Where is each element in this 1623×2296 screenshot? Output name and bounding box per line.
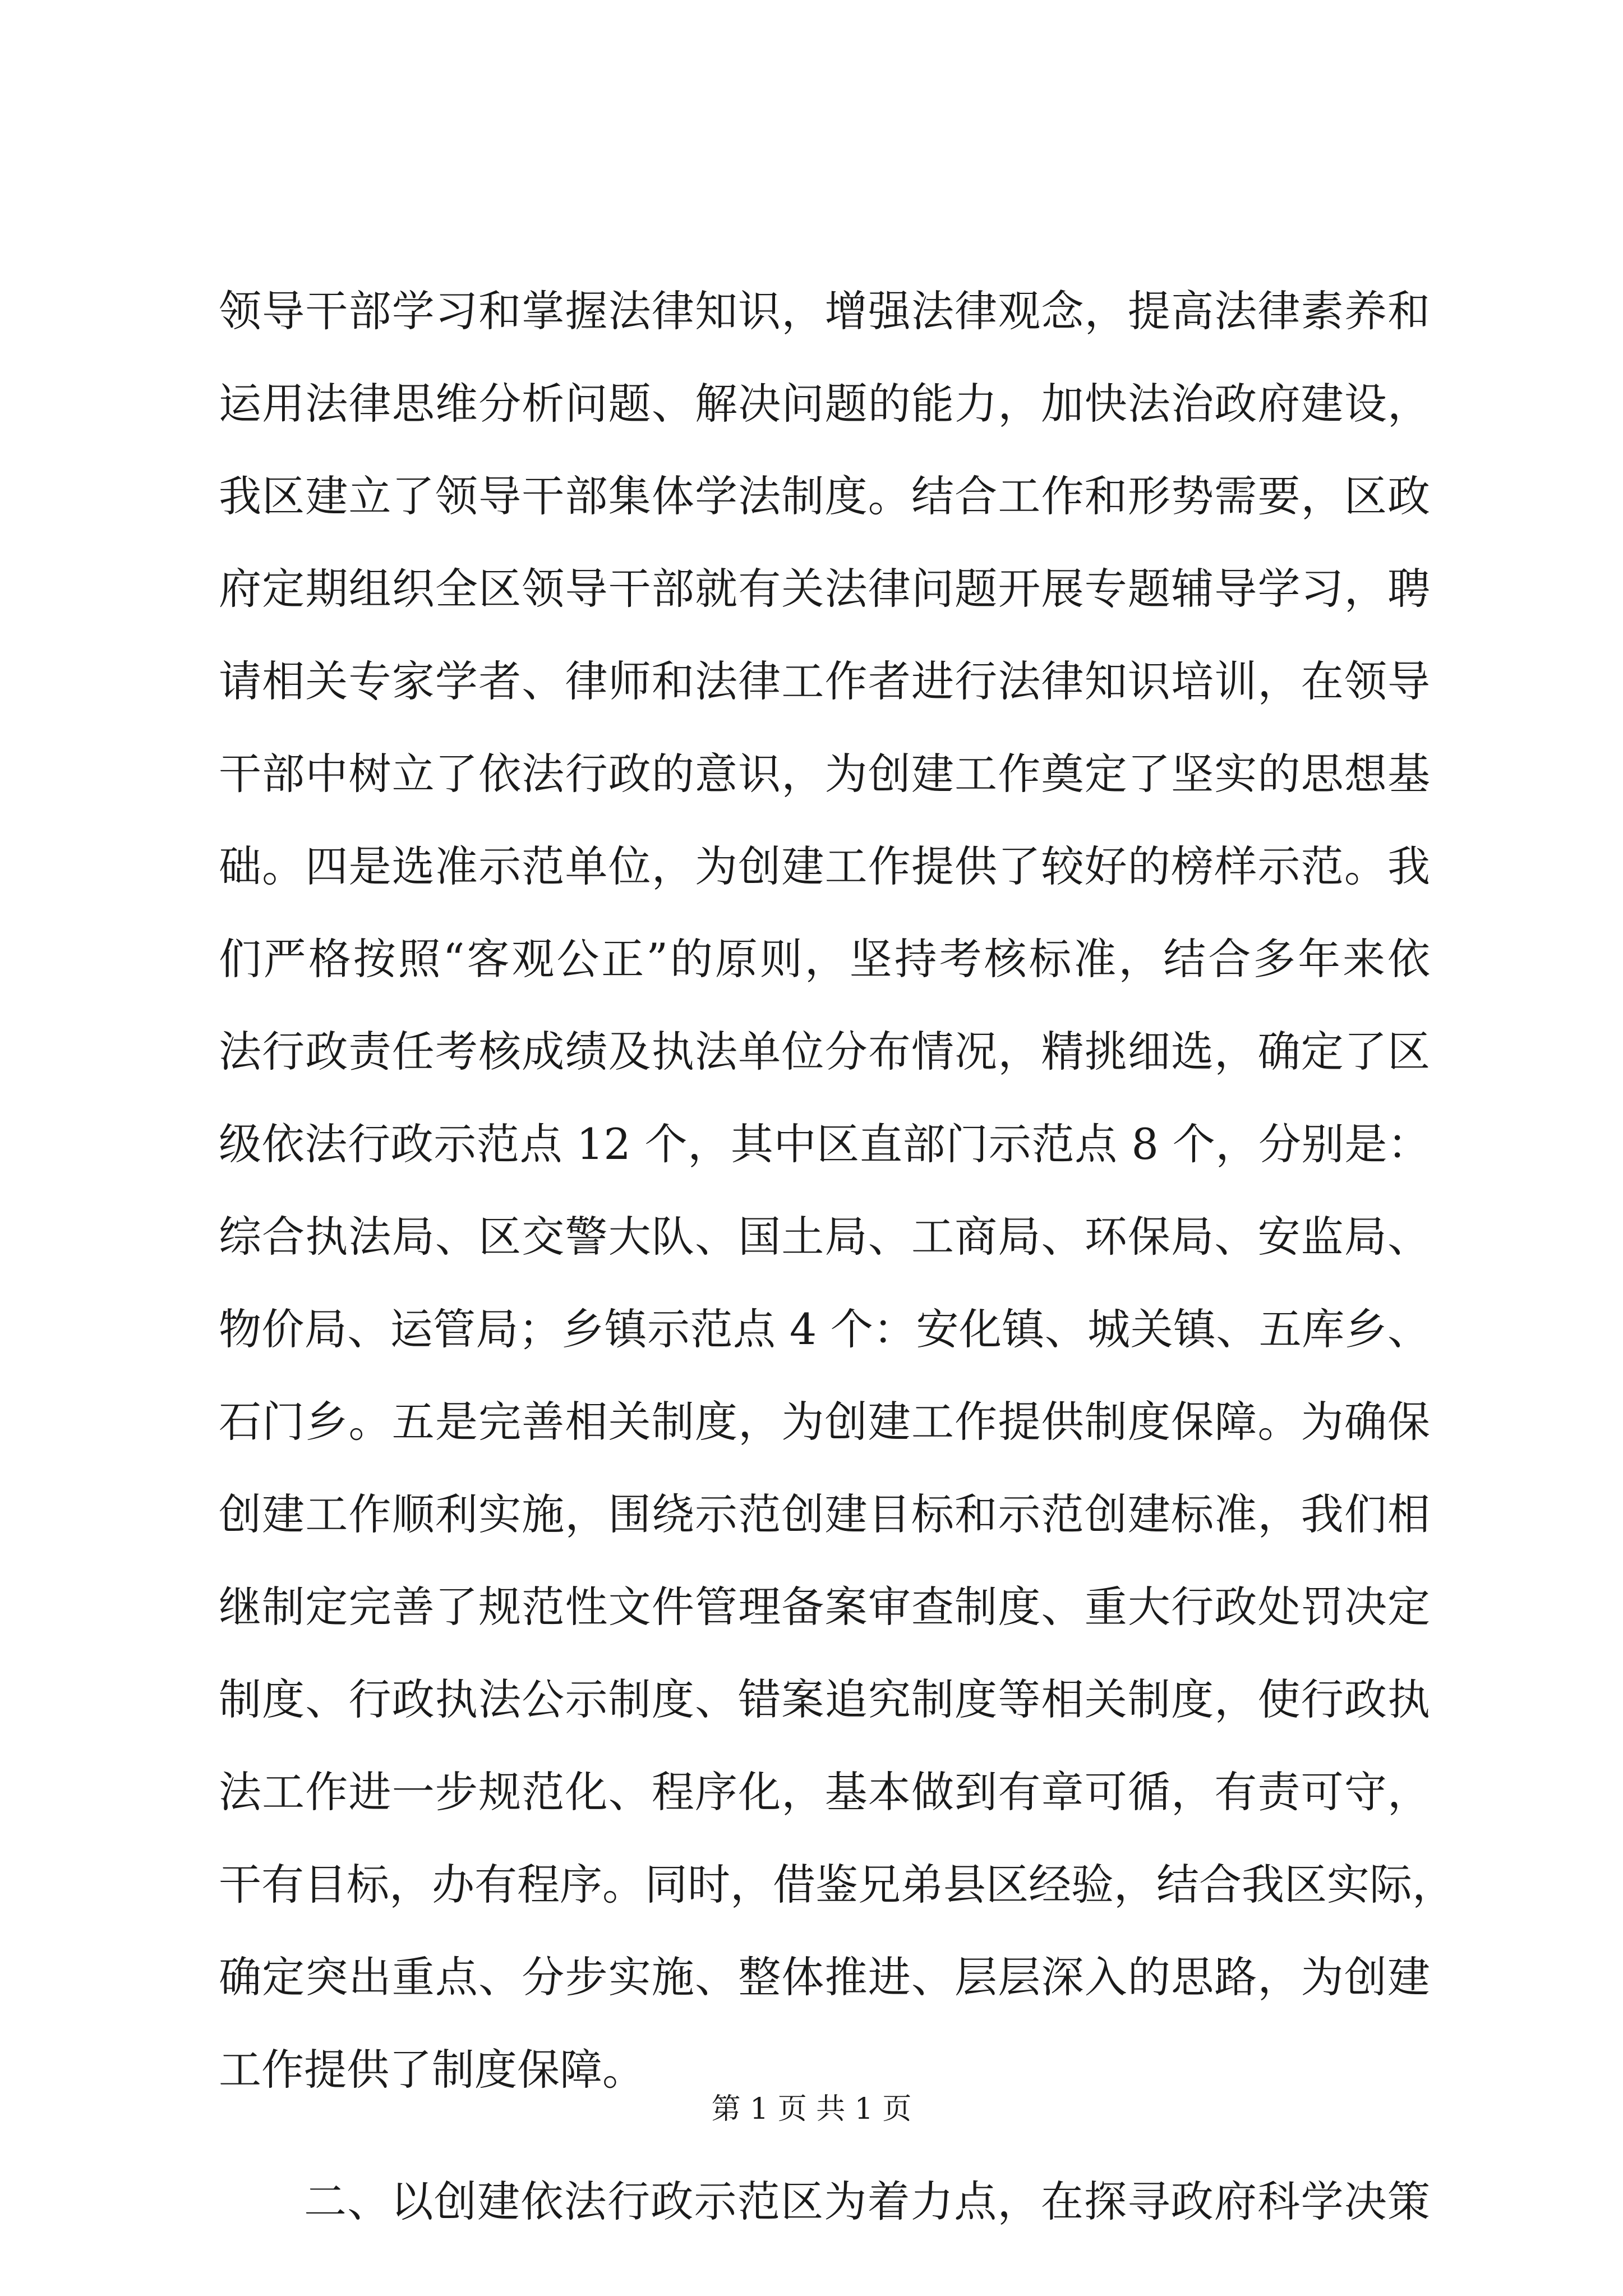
text-line: 础。四是选准示范单位，为创建工作提供了较好的榜样示范。我 [219,841,1430,891]
page-footer [0,2087,1623,2132]
text-line: 继制定完善了规范性文件管理备案审查制度、重大行政处罚决定 [219,1582,1430,1632]
text-line: 综合执法局、区交警大队、国土局、工商局、环保局、安监局、 [219,1212,1430,1262]
section-heading-line: 二、以创建依法行政示范区为着力点，在探寻政府科学决策 [304,2177,1430,2226]
text-line: 干部中树立了依法行政的意识，为创建工作奠定了坚实的思想基 [219,749,1430,799]
text-line: 创建工作顺利实施，围绕示范创建目标和示范创建标准，我们相 [219,1489,1430,1539]
text-line: 请相关专家学者、律师和法律工作者进行法律知识培训，在领导 [219,656,1430,706]
text-line: 们严格按照“客观公正”的原则，坚持考核标准，结合多年来依 [219,934,1430,984]
text-line: 物价局、运管局；乡镇示范点 4 个：安化镇、城关镇、五库乡、 [219,1304,1430,1354]
text-line: 制度、行政执法公示制度、错案追究制度等相关制度，使行政执 [219,1674,1430,1724]
text-line: 府定期组织全区领导干部就有关法律问题开展专题辅导学习，聘 [219,564,1430,614]
text-line: 级依法行政示范点 12 个，其中区直部门示范点 8 个，分别是： [219,1119,1430,1169]
page-number: 第 1 页 共 1 页 [711,2092,912,2126]
text-line: 工作提供了制度保障。 [219,2045,645,2095]
text-line: 法工作进一步规范化、程序化，基本做到有章可循，有责可守， [219,1767,1430,1817]
text-line: 运用法律思维分析问题、解决问题的能力，加快法治政府建设， [219,379,1430,429]
document-body [219,265,1455,2248]
text-line: 确定突出重点、分步实施、整体推进、层层深入的思路，为创建 [219,1952,1430,2002]
text-line: 石门乡。五是完善相关制度，为创建工作提供制度保障。为确保 [219,1397,1430,1447]
text-line: 干有目标，办有程序。同时，借鉴兄弟县区经验，结合我区实际， [219,1860,1455,1910]
text-line: 我区建立了领导干部集体学法制度。结合工作和形势需要，区政 [219,471,1430,521]
text-line: 领导干部学习和掌握法律知识，增强法律观念，提高法律素养和 [219,286,1430,336]
text-line: 法行政责任考核成绩及执法单位分布情况，精挑细选，确定了区 [219,1027,1430,1076]
